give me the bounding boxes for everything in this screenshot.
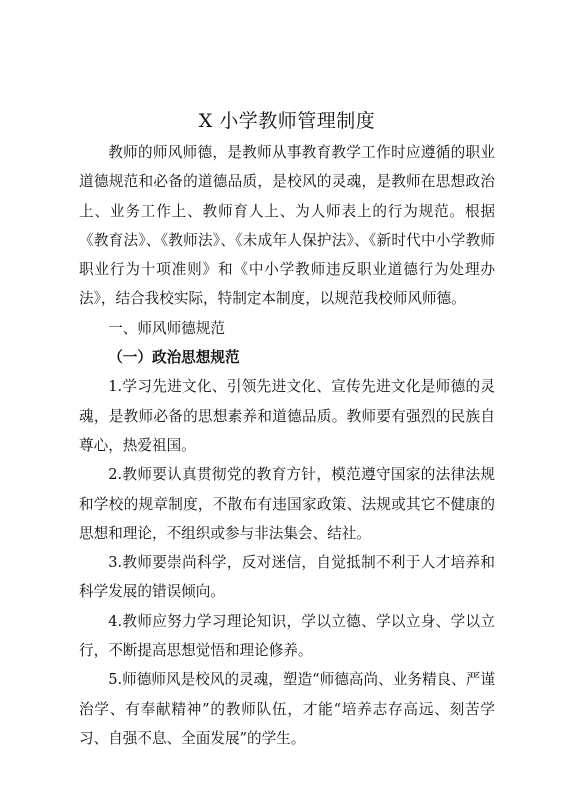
subsection-heading: （一）政治思想规范 bbox=[108, 349, 240, 367]
list-item: 5.师德师风是校风的灵魂，塑造“师德高尚、业务精良、严谨治学、有奉献精神”的教师队伍，才能“培养志存高远、刻苦学习、自强不息、全面发展”的学生。 bbox=[79, 671, 495, 747]
list-item: 4.教师应努力学习理论知识，学以立德、学以立身、学以立行，不断提高思想觉悟和理论修养。 bbox=[79, 612, 495, 660]
section-heading: 一、师风师德规范 bbox=[108, 319, 225, 337]
list-item: 2.教师要认真贯彻党的教育方针，模范遵守国家的法律法规和学校的规章制度，不散布有违国家政策、法规或其它不健康的思想和理论，不组织或参与非法集会、结社。 bbox=[79, 466, 495, 542]
intro-paragraph: 教师的师风师德，是教师从事教育教学工作时应遵循的职业道德规范和必备的道德品质，是校风的灵魂，是教师在思想政治上、业务工作上、教师育人上、为人师表上的行为规范。根据《教育法》、《教师法》、《未成年人保护法》、《新时代中小学教师职业行为十项准则》和《中小学教师违反职业道德行为处理办法》，结合我校实际，特制定本制度，以规范我校师风师德。 bbox=[79, 144, 495, 308]
document-title: X 小学教师管理制度 bbox=[198, 110, 376, 132]
list-item: 1.学习先进文化、引领先进文化、宣传先进文化是师德的灵魂，是教师必备的思想素养和道德品质。教师要有强烈的民族自尊心，热爱祖国。 bbox=[79, 378, 495, 454]
list-item: 3.教师要崇尚科学，反对迷信，自觉抵制不利于人才培养和科学发展的错误倾向。 bbox=[79, 554, 495, 601]
document-page bbox=[79, 108, 495, 753]
